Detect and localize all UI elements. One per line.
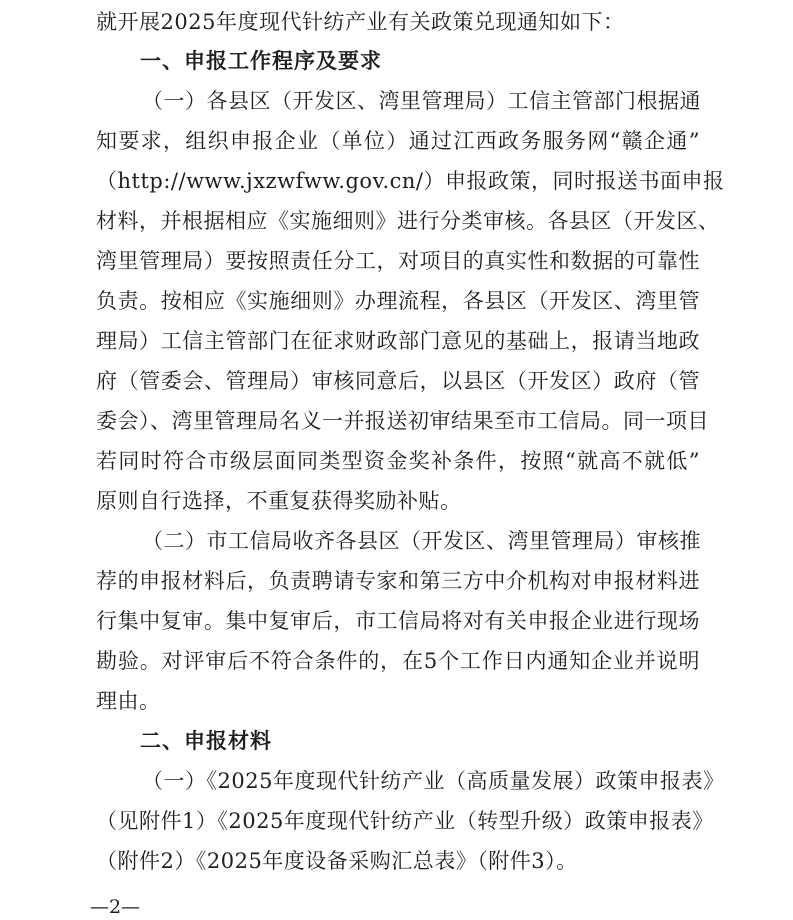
section-2-paragraph-1-line-1: （一）《2025年度现代针纺产业（高质量发展）政策申报表》 [142, 769, 725, 793]
section-1-paragraph-2-line-4: 勘验。对评审后不符合条件的，在5个工作日内通知企业并说明 [96, 649, 700, 673]
intro-line: 就开展2025年度现代针纺产业有关政策兑现通知如下： [96, 10, 625, 34]
section-2-paragraph-1-line-2: （见附件1）《2025年度现代针纺产业（转型升级）政策申报表》 [96, 809, 714, 833]
section-1-heading: 一、申报工作程序及要求 [140, 49, 382, 73]
section-1-paragraph-2-line-1: （二）市工信局收齐各县区（开发区、湾里管理局）审核推 [142, 529, 701, 553]
section-1-paragraph-1-line-10: 若同时符合市级层面同类型资金奖补条件，按照“就高不就低” [96, 449, 700, 473]
section-1-paragraph-1-line-7: 理局）工信主管部门在征求财政部门意见的基础上，报请当地政 [96, 329, 700, 353]
section-1-paragraph-1-line-3: （http://www.jxzwfww.gov.cn/）申报政策，同时报送书面申报 [96, 169, 725, 193]
section-2-paragraph-1-line-3: （附件2）《2025年度设备采购汇总表》（附件3）。 [96, 849, 578, 873]
page-number: —2— [90, 896, 141, 918]
section-1-paragraph-1-line-11: 原则自行选择，不重复获得奖励补贴。 [96, 489, 462, 513]
section-1-paragraph-1-line-2: 知要求，组织申报企业（单位）通过江西政务服务网“赣企通” [96, 129, 700, 153]
section-1-paragraph-1-line-4: 材料，并根据相应《实施细则》进行分类审核。各县区（开发区、 [96, 209, 720, 233]
section-1-paragraph-1-line-8: 府（管委会、管理局）审核同意后，以县区（开发区）政府（管 [96, 369, 700, 393]
section-1-paragraph-2-line-2: 荐的申报材料后，负责聘请专家和第三方中介机构对申报材料进 [96, 569, 700, 593]
section-1-paragraph-1-line-6: 负责。按相应《实施细则》办理流程，各县区（开发区、湾里管 [96, 289, 700, 313]
section-1-paragraph-2-line-3: 行集中复审。集中复审后，市工信局将对有关申报企业进行现场 [96, 609, 700, 633]
section-2-heading: 二、申报材料 [140, 729, 272, 753]
section-1-paragraph-1-line-9: 委会）、湾里管理局名义一并报送初审结果至市工信局。同一项目 [96, 409, 709, 433]
section-1-paragraph-1-line-1: （一）各县区（开发区、湾里管理局）工信主管部门根据通 [142, 89, 701, 113]
section-1-paragraph-2-line-5: 理由。 [96, 689, 161, 713]
section-1-paragraph-1-line-5: 湾里管理局）要按照责任分工，对项目的真实性和数据的可靠性 [96, 249, 700, 273]
